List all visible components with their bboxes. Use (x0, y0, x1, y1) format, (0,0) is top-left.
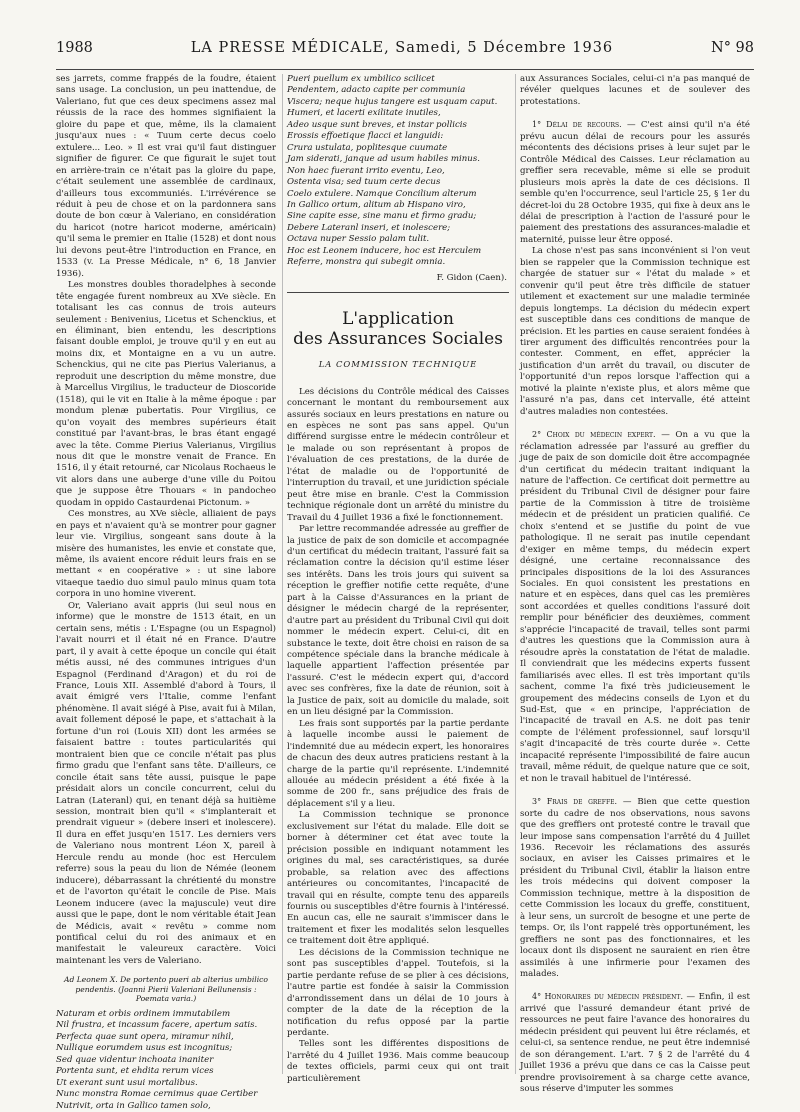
paragraph: Telles sont les différentes dispositions de l'arrêté du 4 Juillet 1936. Mais comme beaucoup de textes officiels, parmi ceux qui ont trait particulièrement (287, 1039, 509, 1084)
section-text: — C'est ainsi qu'il n'a été prévu aucun délai de recours pour les assurés mécontents des décisions prises à leur sujet par le Contrôle Médical des Caisses. Leur réclamation au greffier sera recevable, même si elle se produit plusieurs mois après la date de ces décisions. Il semble qu'en l'occurrence, seul l'article 25, § 1er du décret-loi du 28 Octobre 1935, qui fixe à deux ans le délai de prescription à l'action de l'assuré pour le paiement des prestations des assurances-maladie et maternité, puisse leur être opposé. (520, 120, 750, 245)
poem-line: Portenta sunt, et ehdita rerum vices (56, 1066, 214, 1077)
poem-line: Ut exerant sunt usui mortalibus. (56, 1077, 198, 1088)
column-divider (515, 74, 516, 1074)
poem-line: Naturam et orbis ordinem immutabilem (56, 1008, 231, 1019)
paragraph: Les frais sont supportés par la partie perdante à laquelle incombe aussi le paiement de l'indemnité due au médecin expert, les honoraires de chacun des deux autres praticiens restant à la charge de la partie qu'il représente. L'indemnité allouée au médecin président a été fixée à la somme de 200 fr., sans préjudice des frais de déplacement s'il y a lieu. (287, 718, 509, 809)
section-paragraph (520, 429, 750, 785)
paragraph: Les décisions de la Commission technique ne sont pas susceptibles d'appel. Toutefois, si la partie perdante refuse de se plier à ces décisions, l'autre partie est fondée à saisir la Commission d'arrondissement dans un délai de 10 jours à compter de la date de la réception de la notification du refus opposé par la partie perdante. (287, 947, 509, 1038)
column-2 (287, 74, 509, 1084)
paragraph: Par lettre recommandée adressée au greffier de la justice de paix de son domicile et accompagnée d'un certificat du médecin traitant, l'assuré fait sa réclamation contre la décision qu'il estime léser ses intérêts. Dans les trois jours qui suivent sa réception le greffier notifie cette requête, d'une part à la Caisse d'Assurances en la priant de désigner le médecin chargé de la représenter, d'autre part au président du Tribunal Civil qui doit nommer le médecin expert. Celui-ci, dit en substance le texte, doit être choisi en raison de sa compétence spéciale dans la branche médicale à laquelle appartient l'affection présentée par l'assuré. C'est le médecin expert qui, d'accord avec ses confrères, fixe la date de réunion, soit à la Justice de paix, soit au domicile du malade, soit en un lieu désigné par la Commission. (287, 524, 509, 718)
poem-line: Coelo extulere. Namque Concilium alterum (287, 188, 477, 199)
article-title (287, 309, 509, 349)
poem-line: Ostenta visa; sed tuum certe decus (287, 177, 441, 188)
poem-line: Non haec fuerant irrito eventu, Leo, (287, 165, 445, 176)
paragraph: Les monstres doubles thoradelphes à seconde tête engagée furent nombreux au XVe siècle. En totalisant les cas connus de trois auteurs seulement : Benivenius, Licetus et Schenckius, et en éliminant, bien entendu, les descriptions faisant double emploi, je trouve qu'il y en eut au moins dix, et Montaigne en a vu un autre. Schenckius, qui ne cite pas Pierius Valerianus, a reproduit une description du même monstre, due à Marcellus Virgilius, le traducteur de Dioscoride (1518), qui le vit en Italie à la même époque : par mondum plenæ pubertatis. Pour Virgilius, ce qu'on voyait des membres supérieurs était constitué par l'avant-bras, le bras étant engagé avec la tête. Comme Pierius Valerianus, Virgilius nous dit que le monstre venait de France. En 1516, il y était retourné, car Nicolaus Rochaeus le vit alors dans une auberge d'une ville du Poitou que je suppose être Thouars « in pandocheo quodam in oppido Castaurdenai Pictonum. » (56, 280, 276, 508)
paragraph: La chose n'est pas sans inconvénient si l'on veut bien se rappeler que la Commission technique est chargée de statuer sur « l'état du malade » et convenir qu'il peut être très difficile de statuer utilement et exactement sur une maladie terminée depuis longtemps. La décision du médecin expert est susceptible dans ces conditions de manque de précision. Et les parties en cause seraient fondées à tirer argument des difficultés rencontrées pour la contester. Comment, en effet, apprécier la justification d'un arrêt du travail, ou discuter de l'opportunité d'un repos lorsque l'affection qui a motivé la plainte n'existe plus, et alors même que l'assuré n'a pas, dans cet intervalle, été atteint d'autres maladies non contestées. (520, 246, 750, 417)
article-title-line: des Assurances Sociales (293, 329, 503, 350)
article-subtitle: LA COMMISSION TECHNIQUE (318, 359, 478, 370)
poem-line: Referre, monstra qui subegit omnia. (287, 257, 446, 268)
poem-line: Sed quae videntur inchoata inaniter (56, 1054, 214, 1065)
journal-title: LA PRESSE MÉDICALE, Samedi, 5 Décembre 1936 (190, 40, 614, 56)
poem-line: Jam siderati, janque ad usum habiles minus. (287, 154, 480, 165)
poem-line: Crura ustulata, poplitesque cuumate (287, 142, 448, 153)
poem-line: In Gallico ortum, alitum ab Hispano viro, (287, 199, 466, 210)
section-separator (287, 292, 509, 293)
section-heading: 3° Frais de greffe. (532, 797, 618, 807)
section-heading: 1° Délai de recours. (532, 120, 622, 130)
author-signature: F. Gidon (Caen). (436, 272, 507, 283)
poem-line: Viscera; neque hujus tangere est usquam caput. (287, 96, 498, 107)
poem-line: Erossis effoetique flacci et languidi: (287, 131, 444, 142)
poem-citation: Ad Leonem X. De portento pueri ab alterius umbilico pendentis. (Joanni Pierii Valeriani Bellunensis : Poemata varia.) (64, 975, 268, 1003)
paragraph: Or, Valeriano avait appris (lui seul nous en informe) que le monstre de 1513 était, en un certain sens, métis : L'Espagne (ou un Espagnol) l'avait nourri et il était né en France. D'autre part, il y avait à cette époque un concile qui était métis aussi, né des communes intrigues d'un Espagnol (Ferdinand d'Aragon) et du roi de France, Louis XII. Assemblé d'abord à Tours, il avait émigré vers l'Italie, comme l'enfant phénomène. Il avait siégé à Pise, avait fui à Milan, avait follement déposé le pape, et s'attachait à la fortune d'un roi (Louis XII) dont les armées se faisaient battre : toutes particularités qui montraient bien que ce concile n'était pas plus firmo gradu que l'enfant sans tête. D'ailleurs, ce concile était sans tête aussi, puisque le pape présidait alors un concile concurrent, celui du Latran (Lateranl) qui, en tenant déjà sa huitième session, montrait bien qu'il « s'implanterait et prendrait vigueur » (debere inseri et inolescere). Il dura en effet jusqu'en 1517. Les derniers vers de Valeriano nous montrent Léon X, pareil à Hercule rendu au monde (hoc est Herculem referre) sous la peau du lion de Némée (leonem inducere), débarrassant la chrétienté du monstre et de l'avorton qu'était le concile de Pise. Mais Leonem inducere (avec la majuscule) veut dire aussi que le pape, dont le nom véritable était Jean de Médicis, avait « revêtu » comme nom pontifical celui du roi des animaux et en manifestait le valeureux caractère. Voici maintenant les vers de Valeriano. (56, 600, 276, 966)
section-paragraph (520, 991, 750, 1095)
column-3 (520, 74, 750, 1095)
poem-line: Nil frustra, et incassum facere, apertum satis. (56, 1020, 258, 1031)
poem-line: Perfecta quae sunt opera, miramur nihil, (56, 1031, 234, 1042)
page-header (56, 40, 754, 70)
paragraph: La Commission technique se prononce exclusivement sur l'état du malade. Elle doit se borner à déterminer cet état avec toute la précision possible en indiquant notamment les origines du mal, ses caractéristiques, sa durée probable, sa relation avec des affections antérieures ou concomitantes, l'incapacité de travail qui en résulte, compte tenu des appareils fournis ou susceptibles d'être fournis à l'intéressé. En aucun cas, elle ne saurait s'immiscer dans le traitement et fixer les modalités selon lesquelles ce traitement doit être appliqué. (287, 810, 509, 947)
poem-line: Nunc monstra Romae cernimus quae Certiber (56, 1089, 258, 1100)
poem-line: Humeri, et lacerti exilitate inutiles, (287, 108, 441, 119)
poem-line: Hoc est Leonem inducere, hoc est Herculem (287, 245, 482, 256)
column-divider (282, 74, 283, 1074)
article-title-line: L'application (342, 309, 454, 330)
poem-line: Nullique eorumdem usus est incognitus; (56, 1043, 233, 1054)
poem-line: Pueri puellum ex umbilico scilicet (287, 74, 435, 84)
latin-poem-continued (287, 74, 509, 269)
section-paragraph (520, 796, 750, 980)
poem-line: Octava nuper Sessio palam tulit. (287, 234, 430, 245)
latin-poem (56, 1009, 276, 1112)
section-text: — Bien que cette question sorte du cadre de nos observations, nous savons que des greffiers ont protesté contre le travail que leur impose sans compensation l'arrêté du 4 Juillet 1936. Recevoir les réclamations des assurés sociaux, en aviser les Caisses primaires et le président du Tribunal Civil, établir la liaison entre les trois médecins qui doivent composer la Commission technique, mettre à la disposition de cette Commission les locaux du greffe, constituent, à leur sens, un surcroît de besogne et une perte de temps. Or, ils l'ont rappelé très opportunément, les greffiers ne sont pas des fonctionnaires, et les locaux dont ils disposent ne sauraient en rien être assimilés à une infirmerie pour l'examen des malades. (520, 797, 750, 979)
page-number: 1988 (56, 40, 93, 56)
poem-line: Sine capite esse, sine manu et firmo gradu; (287, 211, 477, 222)
paragraph: Ces monstres, au XVe siècle, alliaient de pays en pays et n'avaient qu'à se montrer pour gagner leur vie. Virgilius, songeant sans doute à la misère des humanistes, les envie et constate que, même, ils avaient encore réduit leurs frais en se mettant « en coopérative » : ut sine labore vitaeque taedio duo simul paulo minus quam tota corpora in uno homine viverent. (56, 509, 276, 600)
section-heading: 2° Choix du médecin expert. (532, 430, 656, 440)
column-1 (56, 74, 276, 1111)
section-heading: 4° Honoraires du médecin président. (532, 992, 683, 1002)
paragraph: Les décisions du Contrôle médical des Caisses concernant le montant du remboursement aux assurés sociaux en leurs prestations en nature ou en espèces ne sont pas sans appel. Qu'un différend surgisse entre le médecin contrôleur et le malade ou son représentant à propos de l'évaluation de ces prestations, de la durée de l'état de maladie ou de l'opportunité de l'interruption du travail, et une juridiction spéciale peut être mise en branle. C'est la Commission technique régionale dont un arrêté du ministre du Travail du 4 Juillet 1936 a fixé le fonctionnement. (287, 386, 509, 523)
section-paragraph (520, 119, 750, 246)
section-text: — On a vu que la réclamation adressée par l'assuré au greffier du juge de paix de son domicile doit être accompagnée d'un certificat du médecin traitant indiquant la nature de l'affection. Ce certificat doit permettre au président du Tribunal Civil de désigner pour faire partie de la Commission à titre de troisième médecin et de président un praticien qualifié. Ce choix s'entend et se justifie du point de vue pathologique. Il ne serait pas inutile cependant d'exiger en même temps, du médecin expert désigné, une certaine reconnaissance des principales dispositions de la loi des Assurances Sociales. En quoi consistent les prestations en nature et en espèces, dans quel cas les premières sont accordées et quelles conditions l'assuré doit remplir pour bénéficier des deuxièmes, comment s'apprécie l'incapacité de travail, telles sont parmi d'autres les questions que la Commission aura à résoudre après la constatation de l'état de maladie. Il conviendrait que les médecins experts fussent familiarisés avec elles. Il est très important qu'ils sachent, comme l'a fixé très judicieusement le groupement des médecins conseils de Lyon et du Sud-Est, que « en principe, l'appréciation de l'incapacité de travail en A.S. ne doit pas tenir compte de l'élément professionnel, sauf lorsqu'il s'agit d'incapacité de très courte durée ». Cette incapacité représente l'impossibilité de faire aucun travail, même réduit, de quelque nature que ce soit, et non le travail habituel de l'intéressé. (520, 430, 750, 784)
poem-line: Nutrivit, orta in Gallico tamen solo, (56, 1100, 211, 1111)
paragraph: aux Assurances Sociales, celui-ci n'a pas manqué de révéler quelques lacunes et de soulever des protestations. (520, 74, 750, 107)
section-text: — Enfin, il est arrivé que l'assuré demandeur étant privé de ressources ne peut faire l'avance des honoraires du médecin président qui peuvent lui être réclamés, et celui-ci, sa sentence rendue, ne peut être indemnisé de son dérangement. L'art. 7 § 2 de l'arrêté du 4 Juillet 1936 a prévu que dans ce cas la Caisse peut prendre provisoirement à sa charge cette avance, sous réserve d'imputer les sommes (520, 992, 750, 1095)
poem-line: Debere Lateranl inseri, et inolescere; (287, 222, 451, 233)
paragraph: ses jarrets, comme frappés de la foudre, étaient sans usage. La conclusion, un peu inattendue, de Valeriano, fut que ces deux specimens assez mal réussis de la race des hommes signifiaient la gloire du pape et que, même, ils la clamaient jusqu'aux nues : « Tuum certe decus coelo extulere... Leo. » Il est vrai qu'il faut distinguer signifier de figurer. Ce que figurait le sujet tout en arrière-train ce n'était pas la gloire du pape, c'était seulement une assemblée de cardinaux, d'ailleurs tous excommuniés. L'irrévérence se réduit à peu de chose et on la pardonnera sans doute de bon cœur à Valeriano, en considération du haricot (notre haricot moderne, américain) qu'il sema le premier en Italie (1528) et dont nous lui devons peut-être l'introduction en France, en 1533 (v. La Presse Médicale, n° 6, 18 Janvier 1936). (56, 74, 276, 279)
poem-line: Adeo usque sunt breves, et instar pollicis (287, 119, 467, 130)
issue-number: N° 98 (711, 40, 754, 56)
poem-line: Pendentem, adacto capite per communia (287, 85, 466, 96)
